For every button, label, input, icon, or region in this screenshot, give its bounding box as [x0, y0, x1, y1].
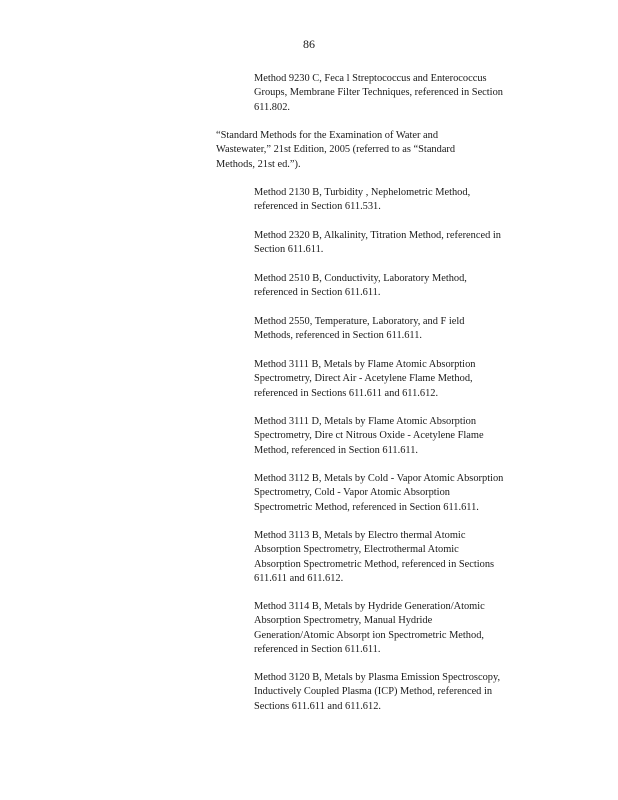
- entry-line: 611.611 and 611.612.: [254, 572, 344, 584]
- entry-line: Method 3120 B, Metals by Plasma Emission Spectroscopy,: [254, 672, 501, 683]
- reference-entry-method-9230c: [254, 72, 539, 115]
- entry-line: Groups, Membrane Filter Techniques, referenced in Section: [254, 87, 503, 99]
- entry-line: Section 611.611.: [254, 244, 324, 256]
- reference-entry-method-2510b: [254, 272, 539, 301]
- reference-entry-method-3113b: [254, 529, 539, 586]
- entry-line: “Standard Methods for the Examination of Water and: [216, 130, 439, 141]
- entry-line: 611.802.: [254, 101, 290, 113]
- entry-line: Absorption Spectrometry, Electrothermal Atomic: [254, 544, 459, 556]
- reference-entry-method-3111b: [254, 358, 539, 401]
- entry-line: referenced in Sections 611.611 and 611.612.: [254, 387, 439, 399]
- entry-line: Method 3111 B, Metals by Flame Atomic Absorption: [254, 359, 476, 370]
- reference-entry-method-2320b: [254, 229, 539, 258]
- entry-line: Inductively Coupled Plasma (ICP) Method, referenced in: [254, 686, 493, 698]
- entry-line: Method 2550, Temperature, Laboratory, and F ield: [254, 316, 465, 327]
- entry-line: Generation/Atomic Absorpt ion Spectrometric Method,: [254, 629, 484, 641]
- entry-line: Methods, 21st ed.”).: [216, 158, 301, 170]
- reference-entry-method-3112b: [254, 472, 539, 515]
- entry-line: Method, referenced in Section 611.611.: [254, 444, 418, 456]
- entry-line: Method 3114 B, Metals by Hydride Generation/Atomic: [254, 601, 485, 612]
- entry-line: referenced in Section 611.531.: [254, 201, 381, 213]
- entry-line: Method 9230 C, Feca l Streptococcus and Enterococcus: [254, 73, 487, 84]
- reference-entry-method-2550: [254, 315, 539, 344]
- reference-entry-method-2130b: [254, 186, 539, 215]
- entry-line: referenced in Section 611.611.: [254, 287, 381, 299]
- entry-line: Absorption Spectrometric Method, referenced in Sections: [254, 558, 495, 570]
- entry-line: Spectrometric Method, referenced in Section 611.611.: [254, 501, 479, 513]
- entry-line: Spectrometry, Dire ct Nitrous Oxide - Acetylene Flame: [254, 430, 484, 442]
- entry-line: Method 2320 B, Alkalinity, Titration Method, referenced in: [254, 230, 501, 241]
- entry-line: Method 2510 B, Conductivity, Laboratory Method,: [254, 273, 467, 284]
- entry-line: Spectrometry, Direct Air - Acetylene Flame Method,: [254, 373, 473, 385]
- reference-entry-method-3114b: [254, 600, 539, 657]
- reference-entry-method-3111d: [254, 415, 539, 458]
- entry-line: Sections 611.611 and 611.612.: [254, 700, 381, 712]
- entry-line: referenced in Section 611.611.: [254, 643, 381, 655]
- reference-entry-standard-methods-21st: [216, 129, 496, 172]
- page-number: 86: [303, 37, 315, 51]
- entry-line: Wastewater,” 21st Edition, 2005 (referred to as “Standard: [216, 144, 456, 156]
- reference-entry-method-3120b: [254, 671, 539, 714]
- entry-line: Methods, referenced in Section 611.611.: [254, 330, 423, 342]
- entry-line: Method 3111 D, Metals by Flame Atomic Absorption: [254, 416, 477, 427]
- entry-line: Method 3113 B, Metals by Electro thermal Atomic: [254, 530, 466, 541]
- entry-line: Spectrometry, Cold - Vapor Atomic Absorption: [254, 487, 450, 499]
- entry-line: Method 2130 B, Turbidity , Nephelometric Method,: [254, 187, 471, 198]
- entry-line: Method 3112 B, Metals by Cold - Vapor Atomic Absorption: [254, 473, 504, 484]
- entry-line: Absorption Spectrometry, Manual Hydride: [254, 615, 433, 627]
